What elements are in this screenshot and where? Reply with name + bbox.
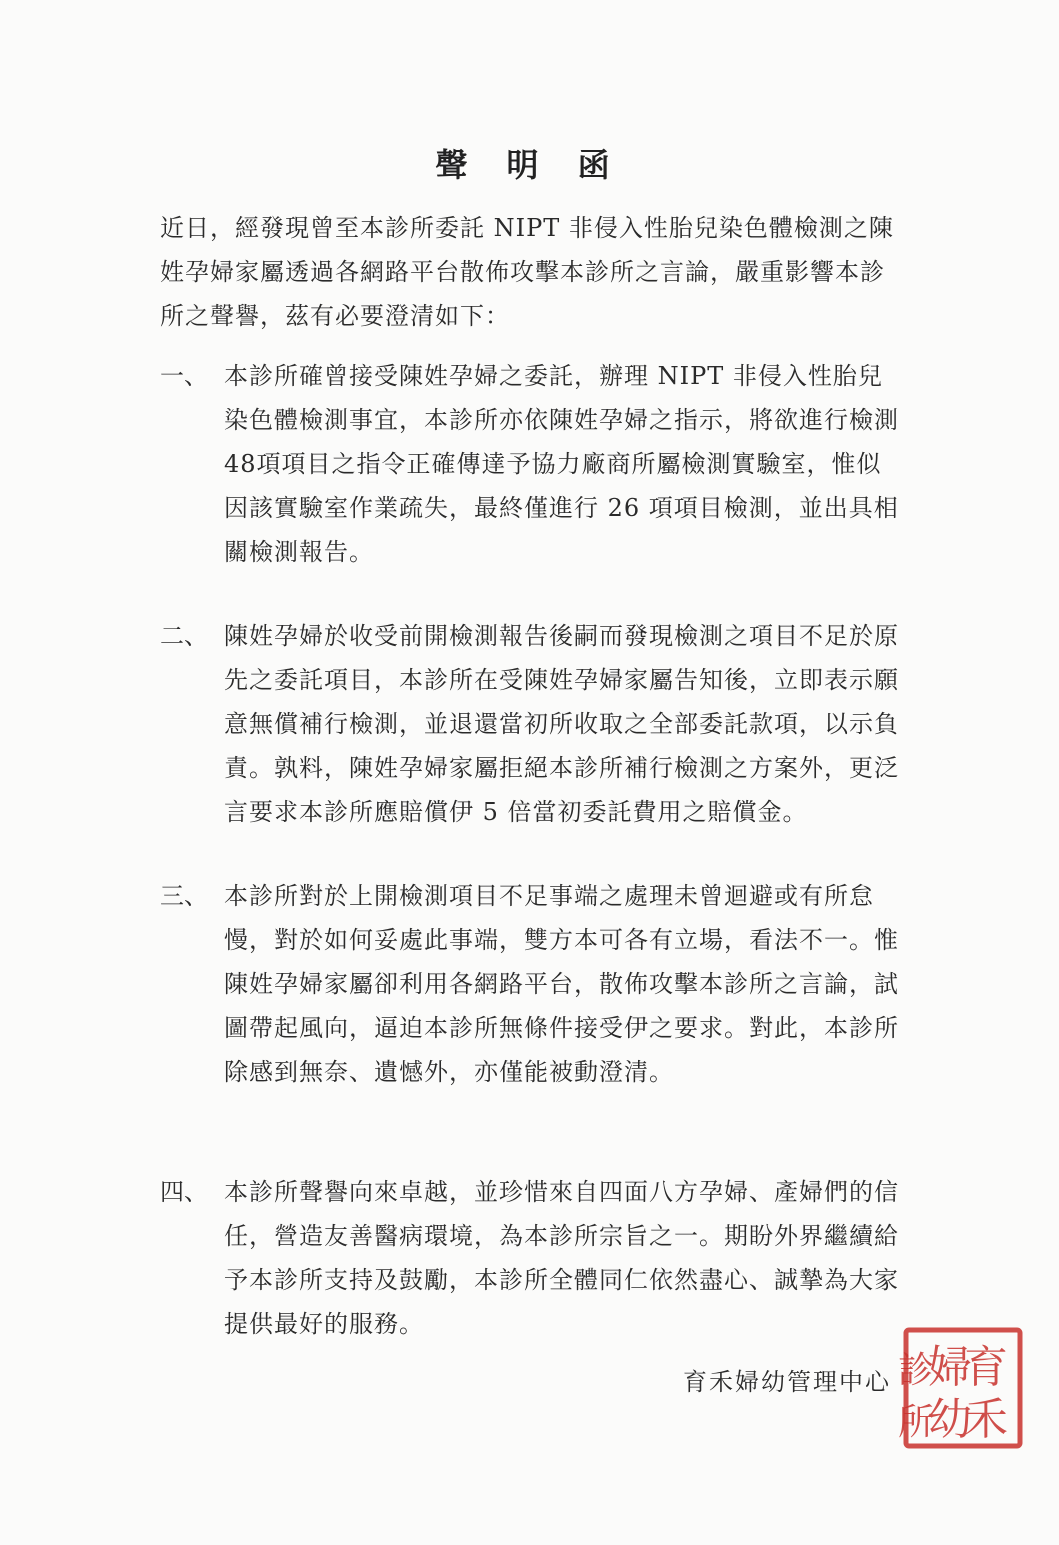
intro-paragraph: 近日，經發現曾至本診所委託 NIPT 非侵入性胎兒染色體檢測之陳姓孕婦家屬透過各網路平台散佈攻擊本診所之言論，嚴重影響本診所之聲譽，茲有必要澄清如下：: [160, 214, 894, 330]
item-text: 本診所聲譽向來卓越，並珍惜來自四面八方孕婦、產婦們的信任，營造友善醫病環境，為本診所宗旨之一。期盼外界繼續給予本診所支持及鼓勵，本診所全體同仁依然盡心、誠摯為大家提供最好的服務。: [224, 1178, 899, 1338]
list-item: [160, 1170, 900, 1346]
signature: 育禾婦幼管理中心: [683, 1368, 891, 1396]
item-text: 陳姓孕婦於收受前開檢測報告後嗣而發現檢測之項目不足於原先之委託項目，本診所在受陳姓孕婦家屬告知後，立即表示願意無償補行檢測，並退還當初所收取之全部委託款項，以示負責。孰料，陳姓孕婦家屬拒絕本診所補行檢測之方案外，更泛言要求本診所應賠償伊 5 倍當初委託費用之賠償金。: [224, 622, 899, 826]
svg-text:所: 所: [897, 1402, 935, 1443]
item-number: 三、: [160, 882, 208, 910]
item-text: 本診所確曾接受陳姓孕婦之委託，辦理 NIPT 非侵入性胎兒染色體檢測事宜，本診所亦依陳姓孕婦之指示，將欲進行檢測48項項目之指令正確傳達予協力廠商所屬檢測實驗室，惟似因該實驗室作業疏失，最終僅進行 26 項項目檢測，並出具相關檢測報告。: [224, 362, 899, 566]
svg-text:幼: 幼: [928, 1394, 972, 1445]
document-title: 聲 明 函: [435, 146, 624, 184]
list-item: [160, 874, 900, 1094]
item-number: 二、: [160, 622, 208, 650]
clinic-seal-stamp: [897, 1326, 1024, 1450]
svg-text:婦: 婦: [928, 1342, 972, 1393]
item-text: 本診所對於上開檢測項目不足事端之處理未曾迴避或有所怠慢，對於如何妥處此事端，雙方本可各有立場，看法不一。惟陳姓孕婦家屬卻利用各網路平台，散佈攻擊本診所之言論，試圖帶起風向，逼迫本診所無條件接受伊之要求。對此，本診所除感到無奈、遺憾外，亦僅能被動澄清。: [224, 882, 899, 1086]
item-number: 一、: [160, 362, 208, 390]
svg-text:診: 診: [897, 1350, 935, 1391]
list-item: [160, 354, 900, 574]
svg-text:禾: 禾: [964, 1394, 1008, 1445]
item-number: 四、: [160, 1178, 208, 1206]
list-item: [160, 614, 900, 834]
svg-text:育: 育: [964, 1342, 1008, 1393]
